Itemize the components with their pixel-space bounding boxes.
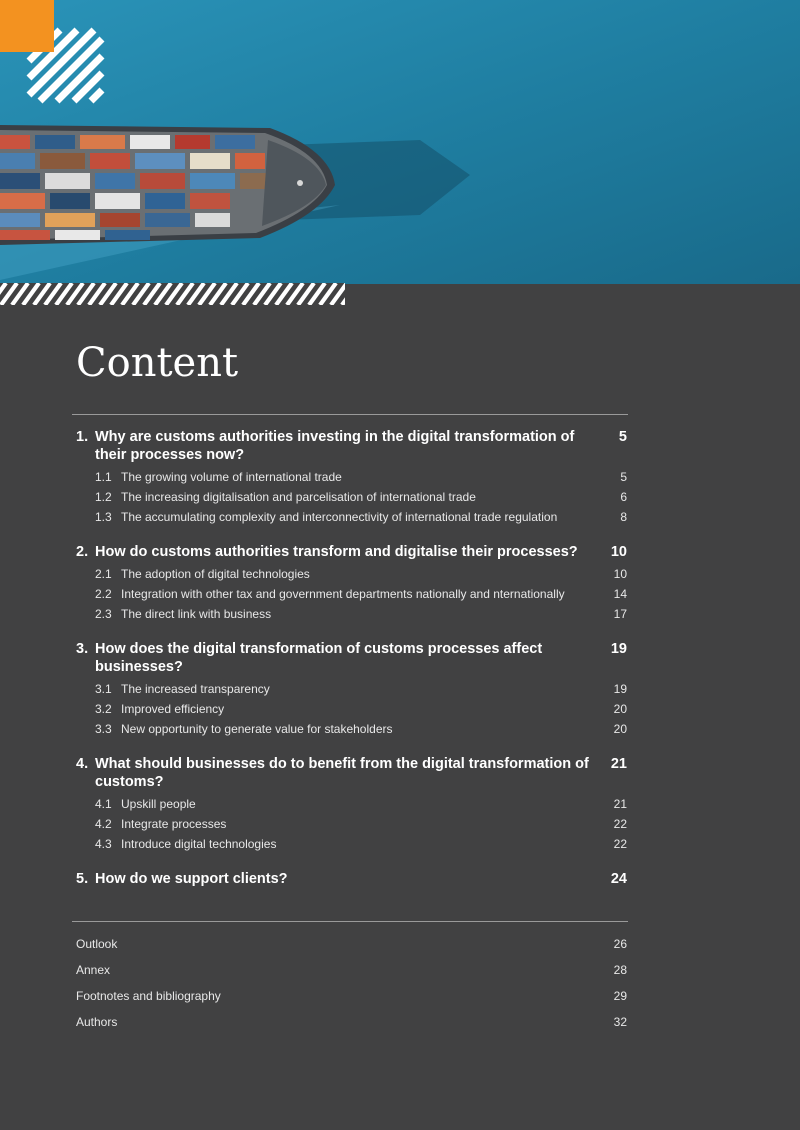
subsection-number: 2.2	[95, 587, 112, 601]
page-title: Content	[76, 340, 239, 386]
subsection-title: The direct link with business	[121, 607, 272, 621]
subsection-page-number: 19	[613, 682, 627, 696]
subsection-number: 4.3	[95, 837, 112, 851]
toc-section-heading[interactable]	[76, 755, 627, 791]
section-number: 5.	[76, 871, 89, 887]
subsection-number: 3.3	[95, 722, 112, 736]
section-title: How do customs authorities transform and digitalise their processes?	[95, 544, 578, 560]
section-page-number: 19	[610, 641, 627, 657]
container-ship-image	[0, 0, 800, 284]
toc-section-heading[interactable]	[76, 543, 627, 561]
cover-photo-container-ship	[0, 0, 800, 284]
toc-section	[76, 755, 627, 854]
toc-subsection[interactable]	[76, 679, 627, 699]
extra-entry-page-number: 29	[613, 989, 627, 1003]
subsection-page-number: 10	[613, 567, 627, 581]
subsection-title: The increased transparency	[121, 682, 270, 696]
toc-subsection[interactable]	[76, 564, 627, 584]
toc-extra-entry[interactable]	[76, 957, 627, 983]
subsection-page-number: 14	[613, 587, 627, 601]
toc-extra-entry[interactable]	[76, 931, 627, 957]
subsection-title: The accumulating complexity and interconnectivity of international trade regulation	[121, 510, 558, 524]
bottom-divider	[72, 921, 628, 922]
toc-section-heading[interactable]	[76, 428, 627, 464]
subsection-page-number: 5	[620, 470, 627, 484]
toc-subsection[interactable]	[76, 507, 627, 527]
subsection-title: Improved efficiency	[121, 702, 225, 716]
toc-extra-entry[interactable]	[76, 983, 627, 1009]
toc-section	[76, 870, 627, 888]
section-number: 4.	[76, 756, 89, 772]
toc-subsection[interactable]	[76, 834, 627, 854]
subsection-page-number: 8	[620, 510, 627, 524]
subsection-title: Introduce digital technologies	[121, 837, 277, 851]
top-divider	[72, 414, 628, 415]
section-title: Why are customs authorities investing in the digital transformation of their processes now?	[95, 429, 575, 463]
extra-entry-page-number: 28	[613, 963, 627, 977]
subsection-page-number: 20	[613, 702, 627, 716]
toc-section-heading[interactable]	[76, 640, 627, 676]
section-title: What should businesses do to benefit from the digital transformation of customs?	[95, 756, 589, 790]
subsection-page-number: 6	[620, 490, 627, 504]
subsection-title: The growing volume of international trade	[121, 470, 342, 484]
orange-accent-block	[0, 0, 54, 52]
subsection-title: New opportunity to generate value for stakeholders	[121, 722, 393, 736]
subsection-number: 3.2	[95, 702, 112, 716]
toc-section	[76, 428, 627, 527]
toc-subsection[interactable]	[76, 604, 627, 624]
subsection-page-number: 21	[613, 797, 627, 811]
table-of-contents	[76, 428, 627, 888]
hatched-stripe-decoration	[0, 283, 345, 305]
toc-subsection[interactable]	[76, 584, 627, 604]
section-number: 2.	[76, 544, 89, 560]
subsection-title: Upskill people	[121, 797, 196, 811]
section-page-number: 21	[610, 756, 627, 772]
section-title: How do we support clients?	[95, 871, 288, 887]
subsection-page-number: 22	[613, 837, 627, 851]
extra-entry-page-number: 32	[613, 1015, 627, 1029]
extra-entry-page-number: 26	[613, 937, 627, 951]
toc-subsection[interactable]	[76, 487, 627, 507]
subsection-title: Integrate processes	[121, 817, 227, 831]
extra-entry-title: Footnotes and bibliography	[76, 989, 221, 1003]
subsection-number: 1.2	[95, 490, 112, 504]
toc-section	[76, 640, 627, 739]
extra-entry-title: Authors	[76, 1015, 118, 1029]
subsection-number: 1.1	[95, 470, 112, 484]
toc-section	[76, 543, 627, 624]
section-page-number: 24	[610, 871, 627, 887]
section-title: How does the digital transformation of customs processes affect businesses?	[95, 641, 543, 675]
toc-subsection[interactable]	[76, 719, 627, 739]
toc-subsection[interactable]	[76, 814, 627, 834]
subsection-number: 4.2	[95, 817, 112, 831]
subsection-title: Integration with other tax and government departments nationally and nternationally	[121, 587, 565, 601]
section-page-number: 5	[618, 429, 627, 445]
subsection-page-number: 22	[613, 817, 627, 831]
subsection-number: 2.1	[95, 567, 112, 581]
subsection-title: The increasing digitalisation and parcelisation of international trade	[121, 490, 476, 504]
subsection-number: 2.3	[95, 607, 112, 621]
subsection-number: 3.1	[95, 682, 112, 696]
toc-extra-entry[interactable]	[76, 1009, 627, 1035]
subsection-number: 1.3	[95, 510, 112, 524]
section-number: 1.	[76, 429, 89, 445]
toc-section-heading[interactable]	[76, 870, 627, 888]
subsection-page-number: 17	[613, 607, 627, 621]
subsection-title: The adoption of digital technologies	[121, 567, 310, 581]
subsection-page-number: 20	[613, 722, 627, 736]
subsection-number: 4.1	[95, 797, 112, 811]
toc-subsection[interactable]	[76, 699, 627, 719]
toc-subsection[interactable]	[76, 467, 627, 487]
extra-entry-title: Outlook	[76, 937, 118, 951]
toc-subsection[interactable]	[76, 794, 627, 814]
section-number: 3.	[76, 641, 89, 657]
extra-entries	[76, 931, 627, 1035]
extra-entry-title: Annex	[76, 963, 111, 977]
section-page-number: 10	[610, 544, 627, 560]
